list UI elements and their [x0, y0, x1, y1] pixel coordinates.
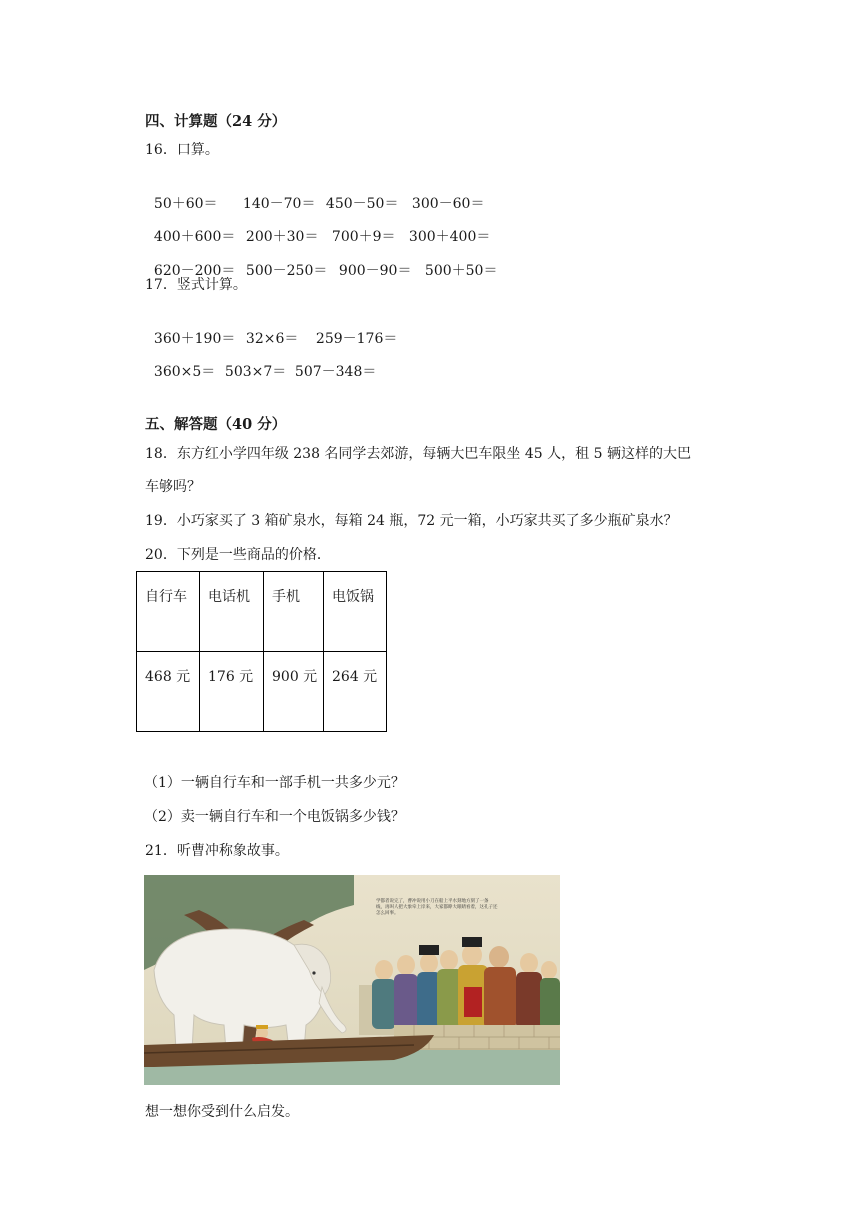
header-bicycle: 自行车 — [137, 572, 200, 652]
question-21: 21．听曹冲称象故事。 — [145, 843, 289, 859]
header-rice-cooker: 电饭锅 — [324, 572, 387, 652]
expr: 32×6＝ — [245, 331, 299, 347]
price-rice-cooker: 264 元 — [324, 652, 387, 732]
price-mobile-phone: 900 元 — [264, 652, 324, 732]
expr: 450－50＝ — [325, 196, 399, 212]
vertical-calc-row-2 — [145, 342, 376, 382]
expr: 900－90＝ — [338, 263, 412, 279]
section-5-title: 五、解答题（40 分） — [145, 416, 287, 433]
expr: 507－348＝ — [294, 364, 377, 380]
expr: 140－70＝ — [242, 196, 316, 212]
question-18-line-1: 18．东方红小学四年级 238 名同学去郊游，每辆大巴车限坐 45 人，租 5 辆这样的大巴 — [145, 446, 691, 462]
price-table — [136, 571, 387, 732]
expr: 360＋190＝ — [153, 331, 236, 347]
table-row — [137, 652, 387, 732]
caption-line: 怎么回事。 — [376, 911, 399, 916]
section-4-title: 四、计算题（24 分） — [145, 113, 287, 130]
question-21-prompt: 想一想你受到什么启发。 — [145, 1104, 299, 1120]
table-row — [137, 572, 387, 652]
header-mobile-phone: 手机 — [264, 572, 324, 652]
expr: 50＋60＝ — [153, 196, 218, 212]
expr: 620－200＝ — [153, 263, 236, 279]
expr: 500－250＝ — [245, 263, 328, 279]
expr: 300＋400＝ — [408, 229, 491, 245]
price-bicycle: 468 元 — [137, 652, 200, 732]
question-20-part-2: （2）卖一辆自行车和一个电饭锅多少钱？ — [144, 809, 405, 825]
expr: 360×5＝ — [153, 364, 216, 380]
question-17: 17．竖式计算。 — [145, 277, 247, 293]
expr: 400＋600＝ — [153, 229, 236, 245]
expr: 700＋9＝ — [331, 229, 396, 245]
header-telephone: 电话机 — [200, 572, 264, 652]
expr: 259－176＝ — [315, 331, 398, 347]
question-20-part-1: （1）一辆自行车和一部手机一共多少元？ — [144, 775, 405, 791]
question-16: 16．口算。 — [145, 142, 219, 158]
question-18-line-2: 车够吗？ — [145, 479, 201, 495]
caption-line: 线，再叫人把大象牵上岸来，大家都睁大眼睛看着，这孔子还 — [376, 905, 498, 910]
expr: 503×7＝ — [224, 364, 287, 380]
question-19: 19．小巧家买了 3 箱矿泉水，每箱 24 瓶，72 元一箱，小巧家共买了多少瓶矿泉水？ — [145, 513, 678, 529]
caption-line: 学都者说完了，曹冲说用小刀在船上平水刻地方刻了一条 — [376, 899, 489, 904]
question-20: 20．下列是一些商品的价格． — [145, 547, 331, 563]
illustration-caption — [376, 899, 498, 917]
expr: 300－60＝ — [411, 196, 485, 212]
expr: 500＋50＝ — [424, 263, 498, 279]
price-telephone: 176 元 — [200, 652, 264, 732]
expr: 200＋30＝ — [245, 229, 319, 245]
cao-chong-elephant-illustration — [144, 875, 560, 1085]
